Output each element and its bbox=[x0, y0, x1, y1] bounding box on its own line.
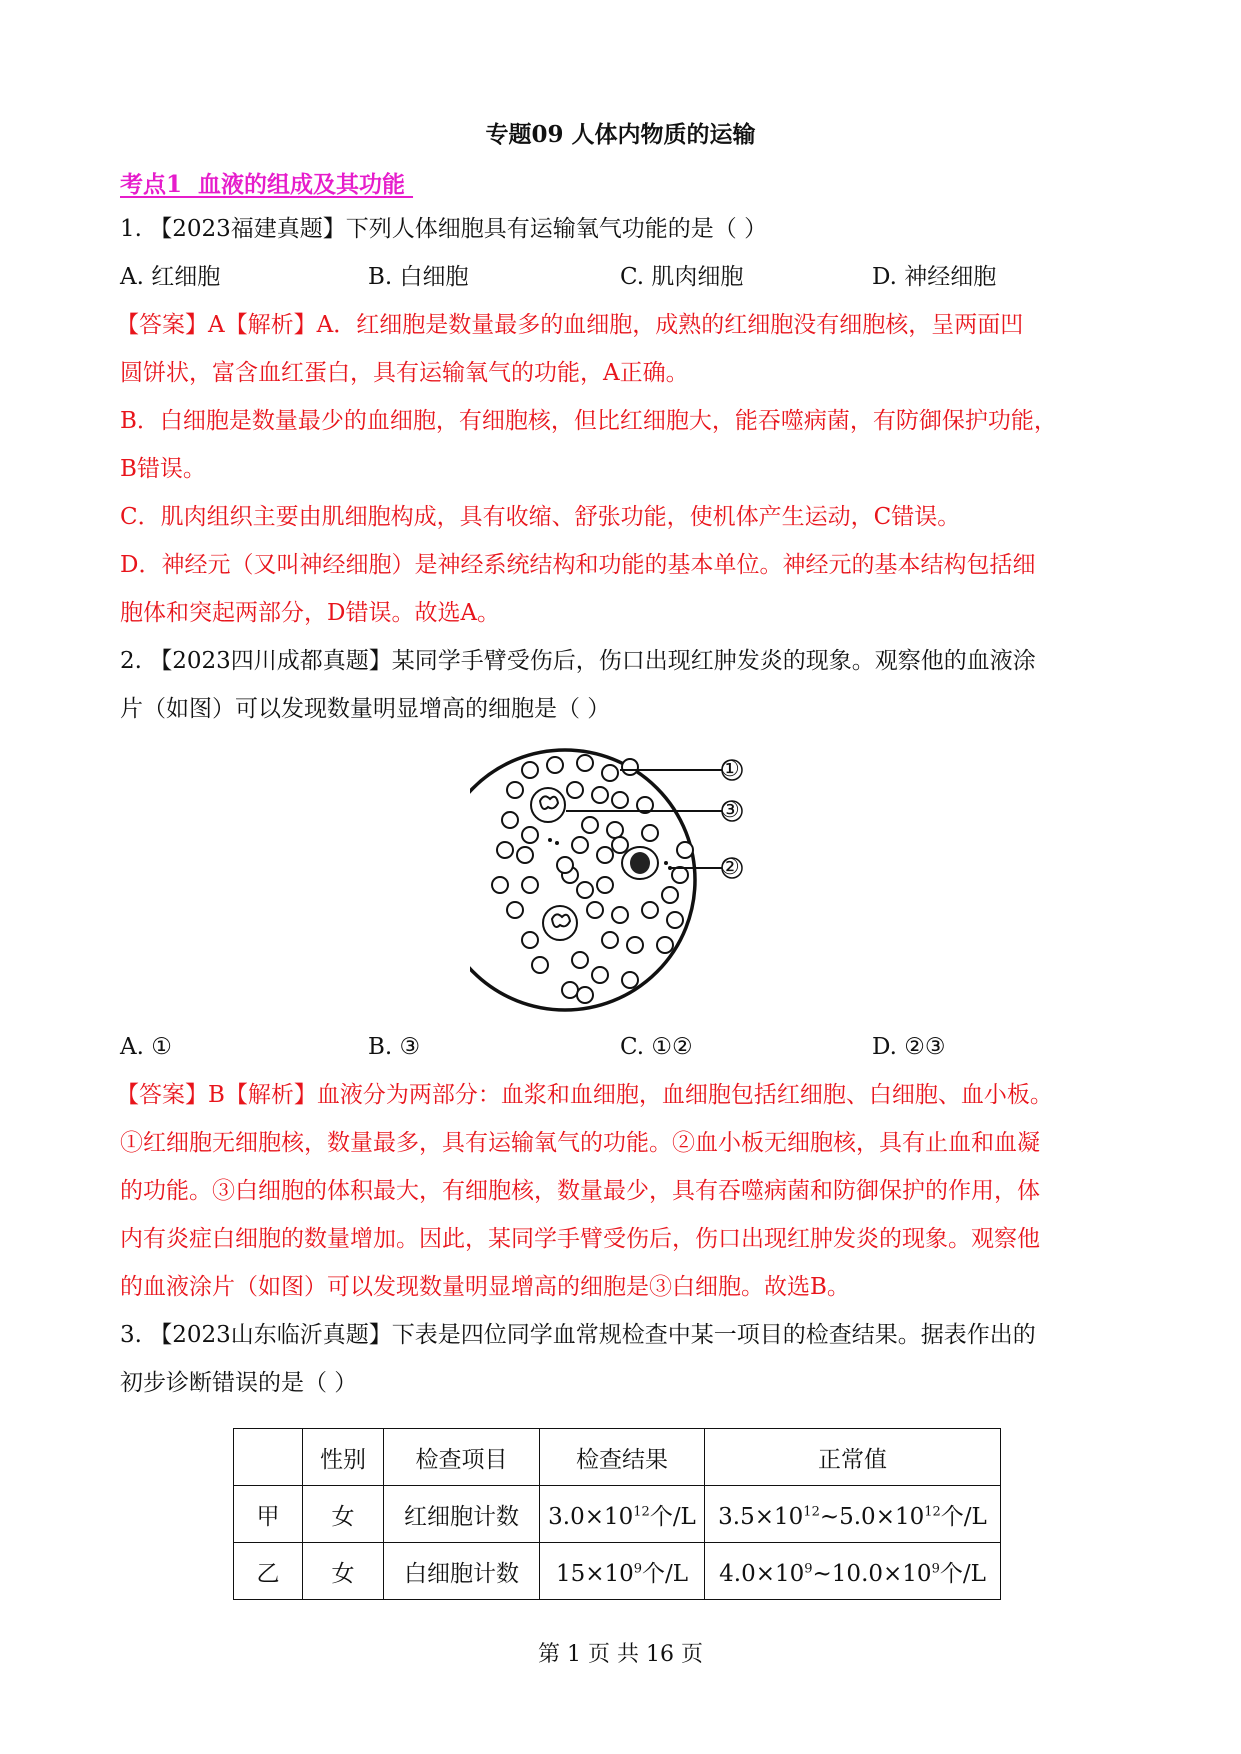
normal-max-exponent: 9 bbox=[931, 1560, 940, 1576]
result-base: 3.0×10 bbox=[548, 1503, 634, 1530]
blood-smear-figure bbox=[470, 745, 770, 1019]
q2-option-a: A. ① bbox=[120, 1034, 172, 1060]
q1-option-c: C. 肌肉细胞 bbox=[620, 264, 744, 290]
red-blood-cell bbox=[522, 827, 538, 843]
red-blood-cell bbox=[577, 987, 593, 1003]
section-heading: 考点1 血液的组成及其功能 bbox=[120, 171, 414, 198]
row-sex: 女 bbox=[303, 1543, 384, 1600]
row-result bbox=[540, 1486, 705, 1543]
red-blood-cell bbox=[657, 937, 673, 953]
normal-max-base: ~5.0×10 bbox=[819, 1503, 925, 1530]
row-name: 乙 bbox=[234, 1543, 303, 1600]
normal-min-exponent: 12 bbox=[803, 1503, 820, 1519]
q1-stem: 1. 【2023福建真题】下列人体细胞具有运输氧气功能的是（ ） bbox=[120, 216, 768, 242]
red-blood-cell bbox=[612, 837, 628, 853]
q1-option-a: A. 红细胞 bbox=[120, 264, 221, 290]
red-blood-cell bbox=[677, 842, 693, 858]
q2-answer-line: 的血液涂片（如图）可以发现数量明显增高的细胞是③白细胞。故选B。 bbox=[120, 1274, 850, 1300]
header-cell: 正常值 bbox=[705, 1429, 1001, 1486]
red-blood-cell bbox=[612, 792, 628, 808]
results-table bbox=[233, 1428, 1001, 1600]
red-blood-cell bbox=[627, 937, 643, 953]
result-unit: 个/L bbox=[649, 1503, 696, 1530]
page-footer: 第 1 页 共 16 页 bbox=[538, 1642, 703, 1667]
row-name: 甲 bbox=[234, 1486, 303, 1543]
normal-min-base: 4.0×10 bbox=[719, 1560, 805, 1587]
q2-stem-line: 片（如图）可以发现数量明显增高的细胞是（ ） bbox=[120, 696, 611, 722]
q2-option-b: B. ③ bbox=[368, 1034, 421, 1060]
red-blood-cell bbox=[642, 825, 658, 841]
red-blood-cell bbox=[592, 967, 608, 983]
table-row bbox=[234, 1486, 1001, 1543]
q2-stem-line: 2. 【2023四川成都真题】某同学手臂受伤后，伤口出现红肿发炎的现象。观察他的血液涂 bbox=[120, 648, 1036, 674]
red-blood-cell bbox=[622, 759, 638, 775]
red-blood-cell bbox=[582, 817, 598, 833]
red-blood-cell bbox=[522, 932, 538, 948]
red-blood-cell bbox=[562, 982, 578, 998]
normal-unit: 个/L bbox=[939, 1560, 986, 1587]
red-blood-cell bbox=[492, 877, 508, 893]
q1-answer-line: 胞体和突起两部分，D错误。故选A。 bbox=[120, 600, 501, 626]
red-blood-cell bbox=[522, 877, 538, 893]
red-blood-cell bbox=[597, 877, 613, 893]
normal-max-exponent: 12 bbox=[924, 1503, 941, 1519]
table-header-row bbox=[234, 1429, 1001, 1486]
q1-answer-line: C．肌肉组织主要由肌细胞构成，具有收缩、舒张功能，使机体产生运动，C错误。 bbox=[120, 504, 961, 530]
red-blood-cell bbox=[612, 907, 628, 923]
red-blood-cell bbox=[577, 882, 593, 898]
red-blood-cell bbox=[522, 762, 538, 778]
row-normal bbox=[705, 1543, 1001, 1600]
red-blood-cell bbox=[642, 902, 658, 918]
q1-answer-line: B错误。 bbox=[120, 456, 206, 482]
normal-min-base: 3.5×10 bbox=[718, 1503, 804, 1530]
q1-answer-line: 圆饼状，富含血红蛋白，具有运输氧气的功能，A正确。 bbox=[120, 360, 689, 386]
q1-answer-line: D．神经元（又叫神经细胞）是神经系统结构和功能的基本单位。神经元的基本结构包括细 bbox=[120, 552, 1036, 578]
q2-answer-line: ①红细胞无细胞核，数量最多，具有运输氧气的功能。②血小板无细胞核，具有止血和血凝 bbox=[120, 1130, 1040, 1156]
red-blood-cell bbox=[507, 782, 523, 798]
row-result bbox=[540, 1543, 705, 1600]
q3-stem-line: 初步诊断错误的是（ ） bbox=[120, 1370, 358, 1396]
page-title: 专题09 人体内物质的运输 bbox=[485, 121, 756, 148]
q2-option-d: D. ②③ bbox=[872, 1034, 946, 1060]
red-blood-cell bbox=[602, 932, 618, 948]
header-cell: 检查结果 bbox=[540, 1429, 705, 1486]
result-exponent: 9 bbox=[633, 1560, 643, 1576]
figure-label-2: ② bbox=[720, 855, 740, 880]
red-blood-cell bbox=[517, 847, 533, 863]
red-blood-cell bbox=[597, 847, 613, 863]
q2-answer-line: 的功能。③白细胞的体积最大，有细胞核，数量最少，具有吞噬病菌和防御保护的作用，体 bbox=[120, 1178, 1040, 1204]
red-blood-cell bbox=[497, 842, 513, 858]
red-blood-cell bbox=[502, 812, 518, 828]
red-blood-cell bbox=[602, 765, 618, 781]
row-item: 白细胞计数 bbox=[384, 1543, 540, 1600]
q2-answer-line: 【答案】B【解析】血液分为两部分：血浆和血细胞，血细胞包括红细胞、白细胞、血小板。 bbox=[116, 1082, 1053, 1108]
figure-label-1: ① bbox=[720, 757, 740, 782]
header-cell: 检查项目 bbox=[384, 1429, 540, 1486]
red-blood-cell bbox=[592, 787, 608, 803]
red-blood-cell bbox=[507, 902, 523, 918]
red-blood-cell bbox=[607, 822, 623, 838]
table-row bbox=[234, 1543, 1001, 1600]
result-base: 15×10 bbox=[555, 1560, 634, 1587]
red-blood-cell bbox=[587, 902, 603, 918]
red-blood-cell bbox=[667, 912, 683, 928]
q1-option-d: D. 神经细胞 bbox=[872, 264, 997, 290]
q2-answer-line: 内有炎症白细胞的数量增加。因此，某同学手臂受伤后，伤口出现红肿发炎的现象。观察他 bbox=[120, 1226, 1040, 1252]
header-cell: 性别 bbox=[303, 1429, 384, 1486]
red-blood-cell bbox=[532, 957, 548, 973]
q2-option-c: C. ①② bbox=[620, 1034, 693, 1060]
red-blood-cell bbox=[672, 867, 688, 883]
result-unit: 个/L bbox=[642, 1560, 689, 1587]
q3-stem-line: 3. 【2023山东临沂真题】下表是四位同学血常规检查中某一项目的检查结果。据表作出的 bbox=[120, 1322, 1036, 1348]
header-cell bbox=[234, 1429, 303, 1486]
row-normal bbox=[705, 1486, 1001, 1543]
q1-option-b: B. 白细胞 bbox=[368, 264, 469, 290]
row-item: 红细胞计数 bbox=[384, 1486, 540, 1543]
q1-answer-line: 【答案】A【解析】A．红细胞是数量最多的血细胞，成熟的红细胞没有细胞核，呈两面凹 bbox=[116, 312, 1024, 338]
red-blood-cell bbox=[572, 952, 588, 968]
red-blood-cell bbox=[547, 757, 563, 773]
q1-answer-line: B．白细胞是数量最少的血细胞，有细胞核，但比红细胞大，能吞噬病菌，有防御保护功能， bbox=[120, 408, 1057, 434]
red-blood-cell bbox=[622, 972, 638, 988]
normal-max-base: ~10.0×10 bbox=[812, 1560, 932, 1587]
red-blood-cell bbox=[567, 782, 583, 798]
result-exponent: 12 bbox=[633, 1503, 650, 1519]
row-sex: 女 bbox=[303, 1486, 384, 1543]
red-blood-cell bbox=[662, 887, 678, 903]
figure-label-3: ③ bbox=[720, 798, 740, 823]
red-blood-cell bbox=[557, 857, 573, 873]
red-blood-cell bbox=[577, 755, 593, 771]
normal-unit: 个/L bbox=[940, 1503, 987, 1530]
normal-min-exponent: 9 bbox=[804, 1560, 813, 1576]
red-blood-cell bbox=[572, 837, 588, 853]
